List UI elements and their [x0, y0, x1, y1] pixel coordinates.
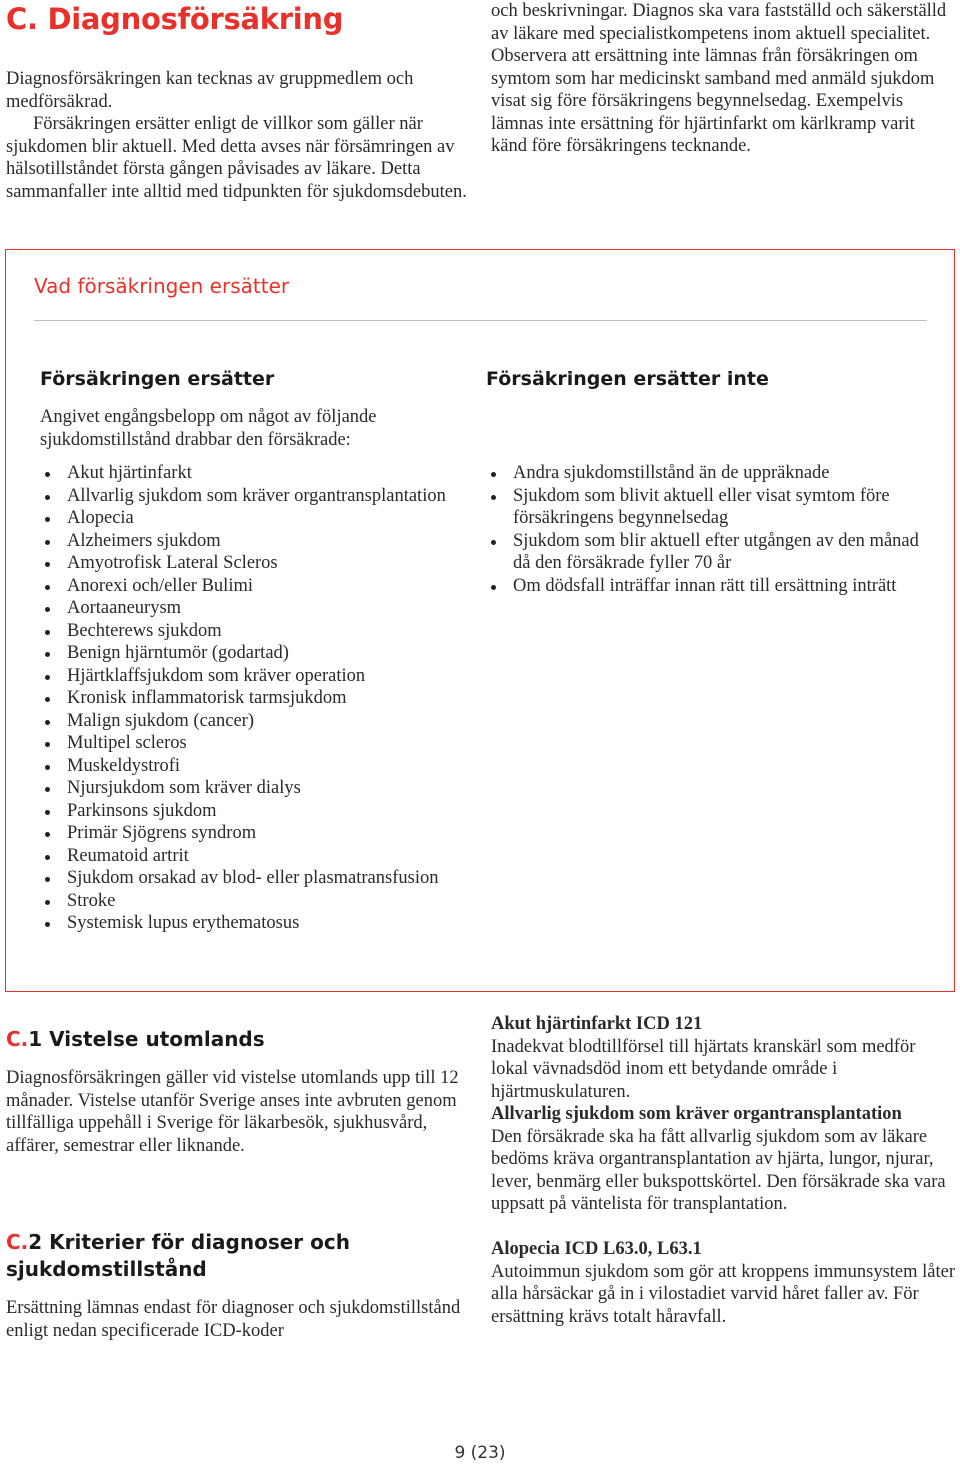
- list-item: Primär Sjögrens syndrom: [40, 822, 470, 845]
- section-c1-text: Diagnosförsäkringen gäller vid vistelse utomlands upp till 12 månader. Vistelse utanför Sverige anses inte avbruten genom tillfälliga uppehåll i Sverige för läkarbesök, sjukhusvård, affärer, semestrar eller liknande.: [6, 1068, 459, 1156]
- section-title: 2 Kriterier för diagnoser och sjukdomstillstånd: [6, 1230, 350, 1281]
- list-item: Parkinsons sjukdom: [40, 800, 470, 823]
- list-item: Sjukdom som blivit aktuell eller visat symtom före försäkringens begynnelsedag: [486, 485, 926, 530]
- definition-title: Akut hjärtinfarkt ICD 121: [491, 1014, 703, 1034]
- spacer: [491, 1216, 956, 1239]
- list-item: Bechterews sjukdom: [40, 620, 470, 643]
- intro-continued-paragraph: och beskrivningar. Diagnos ska vara fastställd och säkerställd av läkare med specialistkompetens inom aktuell specialitet. Observera att ersättning inte lämnas från försäkringen om symtom som har medicinskt samband med anmäld sjukdom visat sig före försäkringens begynnelsedag. Exempelvis lämnas inte ersättning för hjärtinfarkt om kärlkramp varit känd före försäkringens tecknande.: [491, 1, 947, 156]
- page-number: 9 (23): [454, 1443, 506, 1463]
- list-item: Alzheimers sjukdom: [40, 530, 470, 553]
- definition-text: Inadekvat blodtillförsel till hjärtats kranskärl som medför lokal vävnadsdöd inom ett betydande område i hjärtmuskulaturen.: [491, 1036, 916, 1102]
- intro-paragraph-2: Försäkringen ersätter enligt de villkor som gäller när sjukdomen blir aktuell. Med detta avses när försämringen av hälsotillståndet första gången påvisades av läkare. Detta sammanfaller inte alltid med tidpunkten för sjukdomsdebuten.: [6, 114, 467, 202]
- list-item: Allvarlig sjukdom som kräver organtransplantation: [40, 485, 470, 508]
- definition-title: Allvarlig sjukdom som kräver organtransplantation: [491, 1104, 902, 1124]
- definition-text: Autoimmun sjukdom som gör att kroppens immunsystem låter alla hårsäckar gå in i vilostadiet varvid håret faller av. För ersättning krävs totalt håravfall.: [491, 1261, 956, 1327]
- list-item: Reumatoid artrit: [40, 845, 470, 868]
- list-item: Benign hjärntumör (godartad): [40, 642, 470, 665]
- list-item: Multipel scleros: [40, 732, 470, 755]
- list-item: Hjärtklaffsjukdom som kräver operation: [40, 665, 470, 688]
- coverage-box: [5, 249, 955, 992]
- definitions-column: [491, 1013, 956, 1328]
- divider: [34, 320, 927, 321]
- intro-right-column: [491, 0, 953, 158]
- section-c2-text: Ersättning lämnas endast för diagnoser och sjukdomstillstånd enligt nedan specificerade ICD-koder: [6, 1298, 461, 1341]
- list-item: Akut hjärtinfarkt: [40, 462, 470, 485]
- list-item: Stroke: [40, 890, 470, 913]
- list-item: Kronisk inflammatorisk tarmsjukdom: [40, 687, 470, 710]
- covered-intro: Angivet engångsbelopp om något av följande sjukdomstillstånd drabbar den försäkrade:: [40, 407, 377, 450]
- list-item: Sjukdom som blir aktuell efter utgången av den månad då den försäkrade fyller 70 år: [486, 530, 926, 575]
- list-item: Aortaaneurysm: [40, 597, 470, 620]
- list-item: Systemisk lupus erythematosus: [40, 912, 470, 935]
- section-c1-heading: [6, 1026, 265, 1053]
- section-c2-heading: [6, 1229, 386, 1283]
- section-number: C.: [6, 1230, 29, 1254]
- list-item: Anorexi och/eller Bulimi: [40, 575, 470, 598]
- page-title: C. Diagnosförsäkring: [6, 2, 344, 36]
- not-covered-list: [486, 462, 926, 597]
- list-item: Alopecia: [40, 507, 470, 530]
- list-item: Muskeldystrofi: [40, 755, 470, 778]
- covered-heading: Försäkringen ersätter: [40, 368, 275, 390]
- not-covered-heading: Försäkringen ersätter inte: [486, 368, 769, 390]
- list-item: Malign sjukdom (cancer): [40, 710, 470, 733]
- section-number: C.: [6, 1027, 29, 1051]
- list-item: Njursjukdom som kräver dialys: [40, 777, 470, 800]
- definition-text: Den försäkrade ska ha fått allvarlig sjukdom som av läkare bedöms kräva organtransplantation av hjärta, lungor, njurar, lever, benmärg eller bukspottskörtel. Den försäkrade ska vara uppsatt på väntelista för transplantation.: [491, 1126, 946, 1214]
- covered-list: [40, 462, 470, 935]
- list-item: Sjukdom orsakad av blod- eller plasmatransfusion: [40, 867, 470, 890]
- list-item: Andra sjukdomstillstånd än de uppräknade: [486, 462, 926, 485]
- list-item: Om dödsfall inträffar innan rätt till ersättning inträtt: [486, 575, 926, 598]
- intro-paragraph-1: Diagnosförsäkringen kan tecknas av gruppmedlem och medförsäkrad.: [6, 69, 414, 112]
- coverage-box-heading: Vad försäkringen ersätter: [34, 274, 290, 298]
- section-title: 1 Vistelse utomlands: [28, 1027, 265, 1051]
- list-item: Amyotrofisk Lateral Scleros: [40, 552, 470, 575]
- definition-title: Alopecia ICD L63.0, L63.1: [491, 1239, 702, 1259]
- intro-left-column: [6, 68, 476, 203]
